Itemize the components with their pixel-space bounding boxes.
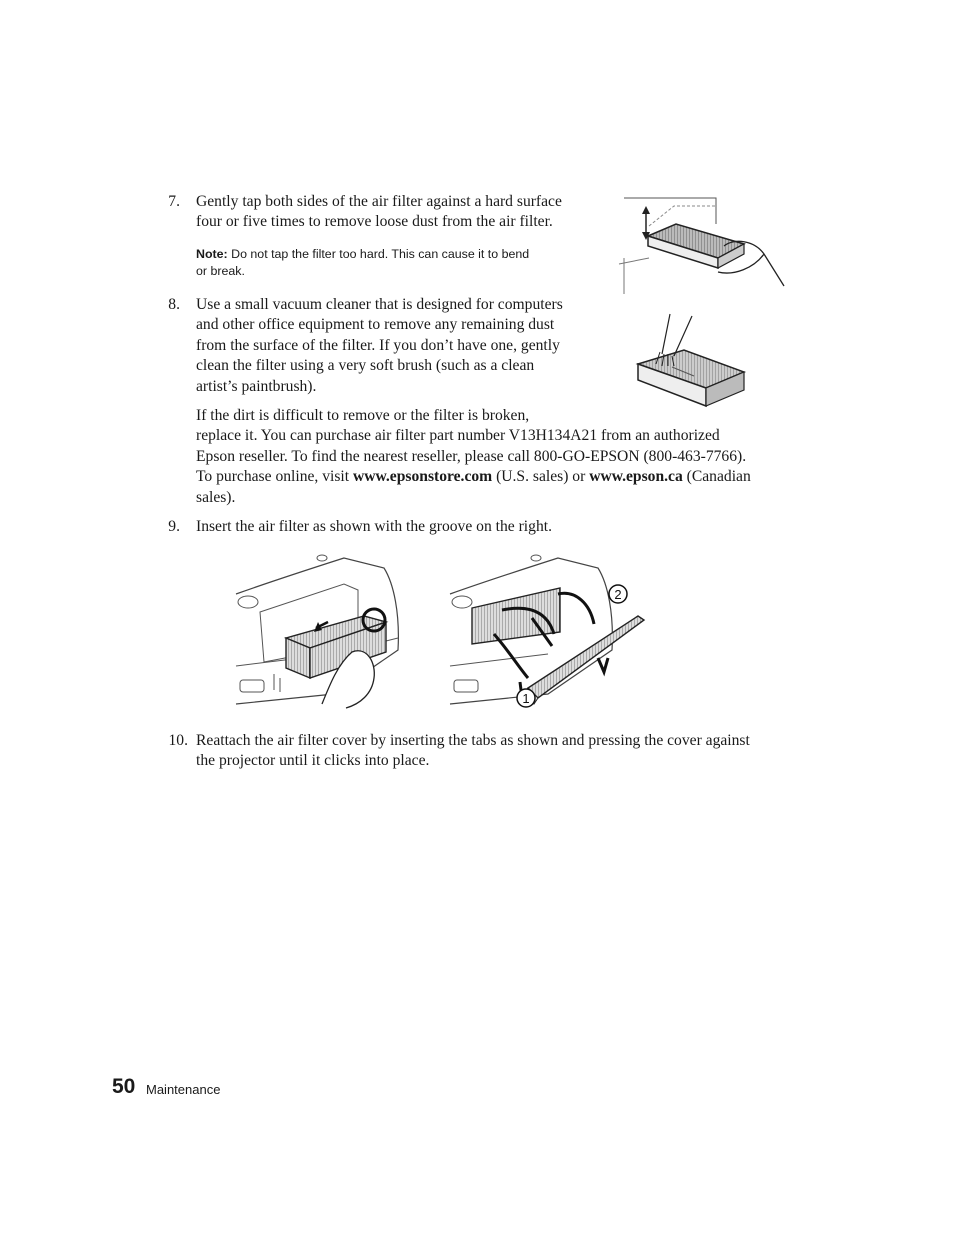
step-10-text: [196, 731, 750, 772]
step-7-line: four or five times to remove loose dust from the air filter.: [196, 213, 553, 231]
replacement-line: Epson reseller. To find the nearest reseller, please call 800-GO-EPSON (800-463-7766).: [196, 447, 747, 465]
attach-cover-illustration: [448, 554, 648, 712]
step-9-number: 9.: [168, 518, 180, 535]
step-8-line: artist’s paintbrush).: [196, 377, 317, 395]
insert-filter-illustration: [234, 554, 404, 710]
step-8-line: clean the filter using a very soft brush (such as a clean: [196, 357, 535, 375]
note-text: Do not tap the filter too hard. This can cause it to bend: [231, 247, 530, 261]
step-7-text: [196, 192, 562, 233]
step-9-text: [196, 517, 552, 537]
page-number: 50: [112, 1075, 136, 1098]
replacement-line: (U.S. sales) or: [492, 468, 590, 486]
step-8-text: [196, 295, 563, 397]
step-8-line: from the surface of the filter. If you don’t have one, gently: [196, 336, 560, 354]
step-10-number: 10.: [168, 732, 188, 749]
section-label: Maintenance: [146, 1082, 221, 1097]
callout-one: 1: [522, 691, 530, 706]
note: [196, 246, 529, 280]
step-7-number: 7.: [168, 193, 180, 210]
step-8-line: Use a small vacuum cleaner that is designed for computers: [196, 296, 563, 313]
replacement-paragraph: [196, 406, 751, 508]
step-8-line: and other office equipment to remove any remaining dust: [196, 316, 555, 334]
replacement-line: sales).: [196, 488, 236, 506]
replacement-line: If the dirt is difficult to remove or the filter is broken,: [196, 407, 530, 424]
tap-filter-illustration: [614, 196, 786, 300]
step-10-line: Reattach the air filter cover by inserting the tabs as shown and pressing the cover against: [196, 732, 750, 749]
step-7-line: Gently tap both sides of the air filter against a hard surface: [196, 193, 562, 210]
step-10-line: the projector until it clicks into place.: [196, 752, 430, 770]
note-text: or break.: [196, 264, 245, 278]
replacement-line: replace it. You can purchase air filter part number V13H134A21 from an authorized: [196, 427, 720, 445]
step-8-number: 8.: [168, 296, 180, 313]
callout-two: 2: [614, 587, 622, 602]
note-label: Note:: [196, 247, 228, 261]
replacement-line: (Canadian: [682, 468, 751, 486]
epson-ca-link[interactable]: www.epson.ca: [589, 468, 683, 486]
step-9-line: Insert the air filter as shown with the groove on the right.: [196, 518, 552, 535]
replacement-line: To purchase online, visit: [196, 468, 353, 486]
brush-filter-illustration: [634, 312, 750, 410]
epsonstore-link[interactable]: www.epsonstore.com: [352, 468, 493, 486]
